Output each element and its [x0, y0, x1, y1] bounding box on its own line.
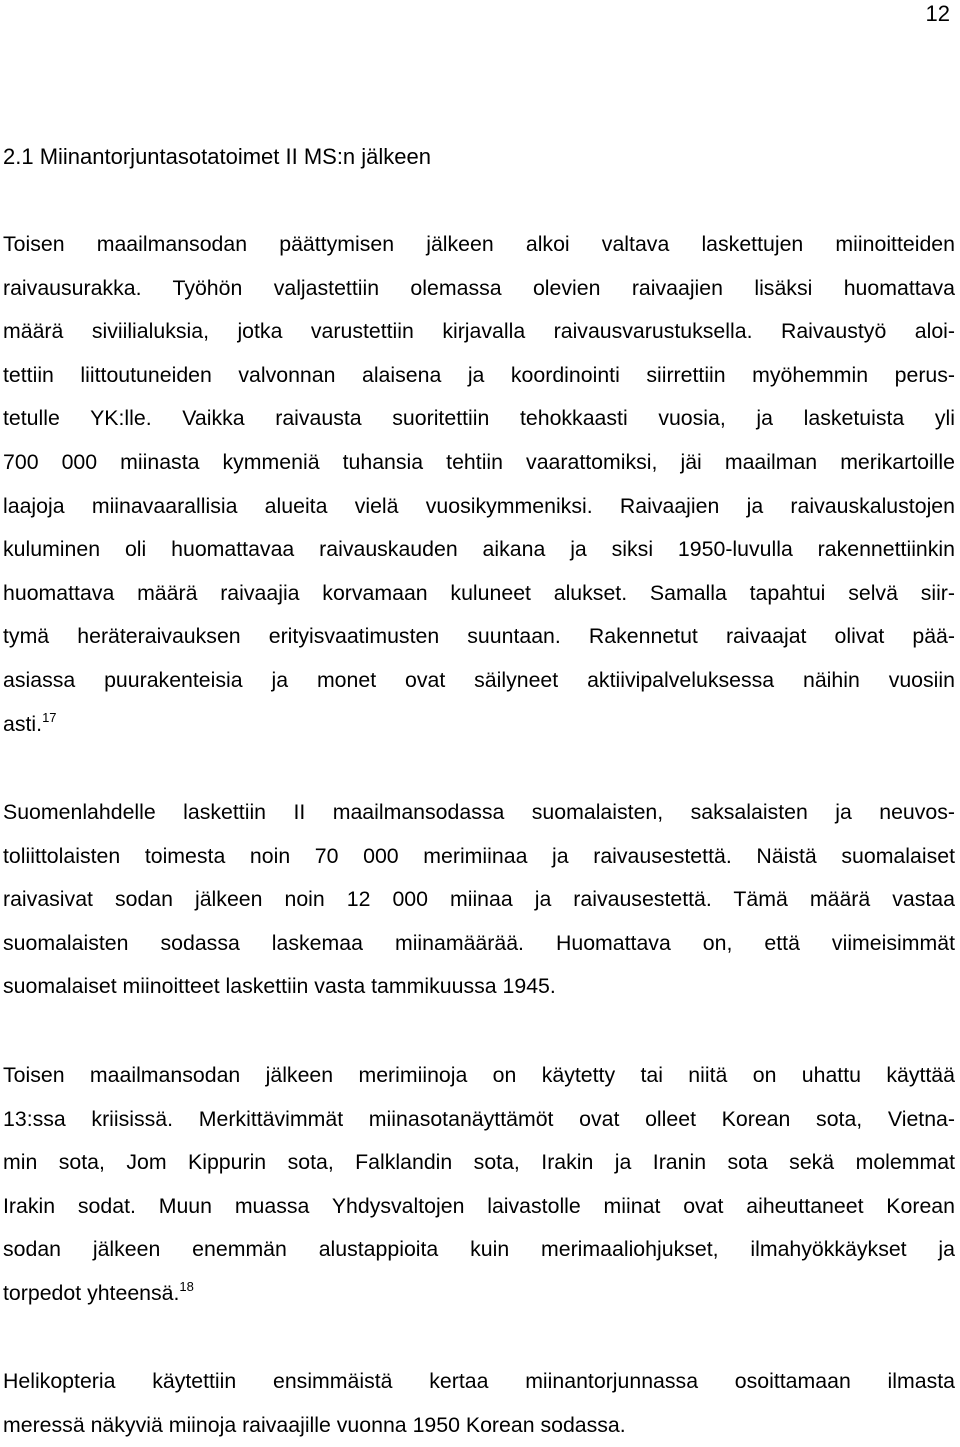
paragraph-3: [3, 1054, 955, 1316]
paragraph-line: tettiin liittoutuneiden valvonnan alaisena ja koordinointi siirrettiin myöhemmin perus-: [3, 362, 955, 387]
paragraph-line: toliittolaisten toimesta noin 70 000 merimiinaa ja raivausestettä. Näistä suomalaiset: [3, 843, 955, 868]
paragraph-line: raivasivat sodan jälkeen noin 12 000 miinaa ja raivausestettä. Tämä määrä vastaa: [3, 887, 955, 912]
paragraph-line: [3, 703, 955, 747]
paragraph-line: määrä siviilialuksia, jotka varustettiin kirjavalla raivausvarustuksella. Raivaustyö aloi-: [3, 319, 955, 344]
paragraph-2: [3, 791, 955, 1009]
paragraph-4: [3, 1360, 955, 1447]
paragraph-line: Helikopteria käytettiin ensimmäistä kertaa miinantorjunnassa osoittamaan ilmasta: [3, 1369, 955, 1393]
paragraph-line: asiassa puurakenteisia ja monet ovat säilyneet aktiivipalveluksessa näihin vuosiin: [3, 667, 955, 692]
paragraph-line: sodan jälkeen enemmän alustappioita kuin merimaaliohjukset, ilmahyökkäykset ja: [3, 1237, 955, 1262]
paragraph-line: meressä näkyviä miinoja raivaajille vuonna 1950 Korean sodassa.: [3, 1412, 626, 1437]
paragraph-line: [3, 1272, 955, 1316]
page-number: 12: [925, 1, 950, 26]
footnote-ref: 17: [42, 709, 57, 725]
paragraph-line: min sota, Jom Kippurin sota, Falklandin sota, Irakin ja Iranin sota sekä molemmat: [3, 1150, 955, 1175]
paragraph-line: huomattava määrä raivaajia korvamaan kuluneet alukset. Samalla tapahtui selvä siir-: [3, 580, 955, 605]
paragraph-line: Irakin sodat. Muun muassa Yhdysvaltojen laivastolle miinat ovat aiheuttaneet Korean: [3, 1193, 955, 1218]
paragraph-1: [3, 223, 955, 746]
section-heading: 2.1 Miinantorjuntasotatoimet II MS:n jälkeen: [3, 144, 432, 169]
paragraph-line: Suomenlahdelle laskettiin II maailmansodassa suomalaisten, saksalaisten ja neuvos-: [3, 800, 955, 824]
paragraph-line: laajoja miinavaarallisia alueita vielä vuosikymmeniksi. Raivaajien ja raivauskalustojen: [3, 493, 955, 518]
paragraph-line: tymä heräteraivauksen erityisvaatimusten suuntaan. Rakennetut raivaajat olivat pää-: [3, 624, 955, 649]
paragraph-line: suomalaisten sodassa laskemaa miinamäärää. Huomattava on, että viimeisimmät: [3, 930, 955, 955]
paragraph-line: tetulle YK:lle. Vaikka raivausta suoritettiin tehokkaasti vuosia, ja lasketuista yli: [3, 406, 955, 431]
paragraph-line: 13:ssa kriisissä. Merkittävimmät miinasotanäyttämöt ovat olleet Korean sota, Vietna-: [3, 1106, 955, 1131]
paragraph-text: asti.: [3, 711, 43, 736]
footnote-ref: 18: [179, 1278, 194, 1294]
paragraph-line: suomalaiset miinoitteet laskettiin vasta tammikuussa 1945.: [3, 974, 556, 999]
paragraph-line: Toisen maailmansodan päättymisen jälkeen alkoi valtava laskettujen miinoitteiden: [3, 232, 955, 256]
paragraph-line: Toisen maailmansodan jälkeen merimiinoja on käytetty tai niitä on uhattu käyttää: [3, 1063, 955, 1087]
paragraph-line: raivausurakka. Työhön valjastettiin olemassa olevien raivaajien lisäksi huomattava: [3, 275, 955, 300]
paragraph-text: torpedot yhteensä.: [3, 1280, 180, 1305]
paragraph-line: kuluminen oli huomattavaa raivauskauden aikana ja siksi 1950-luvulla rakennettiinkin: [3, 537, 955, 562]
paragraph-line: 700 000 miinasta kymmeniä tuhansia tehtiin vaarattomiksi, jäi maailman merikartoille: [3, 449, 955, 474]
